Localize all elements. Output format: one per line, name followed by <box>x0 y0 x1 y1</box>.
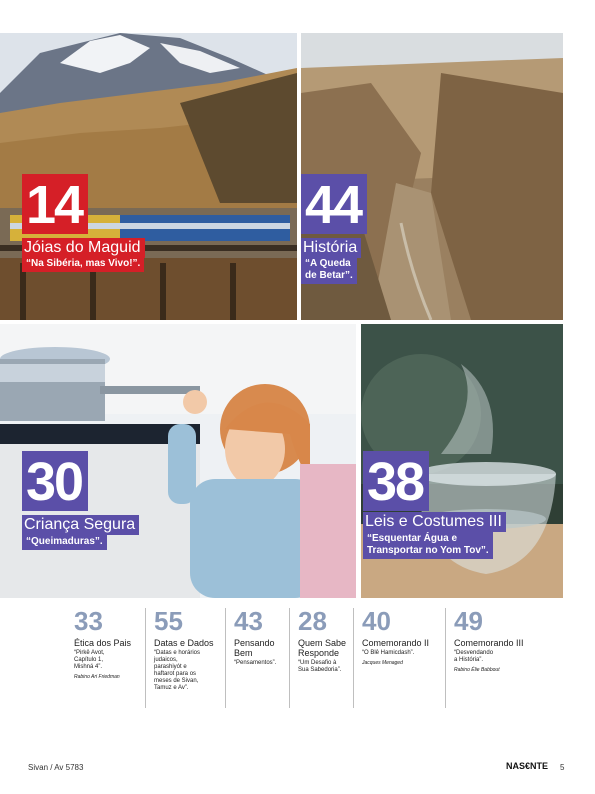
index-subtitle: “Pensamentos”. <box>234 660 277 666</box>
index-item[interactable] <box>445 608 545 708</box>
index-title: Ética dos Pais <box>74 638 132 648</box>
index-item[interactable] <box>225 608 289 708</box>
article-number[interactable]: 44 <box>301 174 367 234</box>
index-subtitle: “Desvendando a História”. <box>454 650 494 663</box>
magazine-logo: NAS€NTE <box>506 761 549 771</box>
article-subtitle: “Na Sibéria, mas Vivo!”. <box>22 256 144 272</box>
index-title: Pensando Bem <box>234 638 275 658</box>
page-number: 5 <box>560 763 565 772</box>
article-number[interactable]: 30 <box>22 451 88 511</box>
index-title: Comemorando II <box>362 638 430 648</box>
index-number: 55 <box>154 606 183 636</box>
article-title[interactable]: História <box>301 238 361 258</box>
index-number: 49 <box>454 606 483 636</box>
index-subtitle: “Pirkê Avot, Capítulo 1, Mishná 4”. <box>74 650 105 670</box>
index-item[interactable] <box>353 608 445 708</box>
index-item[interactable] <box>145 608 225 708</box>
index-number: 33 <box>74 606 103 636</box>
index-author: Rabino Élie Babbout <box>454 667 500 673</box>
index-number: 28 <box>298 606 327 636</box>
index-title: Datas e Dados <box>154 638 214 648</box>
article-title[interactable]: Jóias do Maguid <box>22 238 145 258</box>
article-subtitle: “Queimaduras”. <box>22 534 107 550</box>
index-author: Jacques Menaged <box>362 660 403 666</box>
article-title[interactable]: Criança Segura <box>22 515 139 535</box>
index-item[interactable] <box>66 608 146 708</box>
index-number: 43 <box>234 606 263 636</box>
article-number[interactable]: 14 <box>22 174 88 234</box>
article-subtitle: “Esquentar Água e Transportar no Yom Tov”. <box>363 531 493 559</box>
article-title[interactable]: Leis e Costumes III <box>363 512 506 532</box>
index-subtitle: “Um Desafio à Sua Sabedoria”. <box>298 660 342 673</box>
index-title: Quem Sabe Responde <box>298 638 347 658</box>
issue-label: Sivan / Av 5783 <box>28 763 84 772</box>
index-title: Comemorando III <box>454 638 524 648</box>
index-item[interactable] <box>289 608 353 708</box>
index-columns <box>66 604 566 704</box>
index-author: Rabino Ari Friedman <box>74 674 120 680</box>
index-subtitle: “O Blê Hamicdash”. <box>362 650 415 656</box>
article-subtitle: “A Queda de Betar”. <box>301 256 357 284</box>
index-subtitle: “Datas e horários judaicos, parashiyót e haftarot para os meses de Sivan, Tamuz e Av”. <box>154 650 201 691</box>
article-number[interactable]: 38 <box>363 451 429 511</box>
index-number: 40 <box>362 606 391 636</box>
